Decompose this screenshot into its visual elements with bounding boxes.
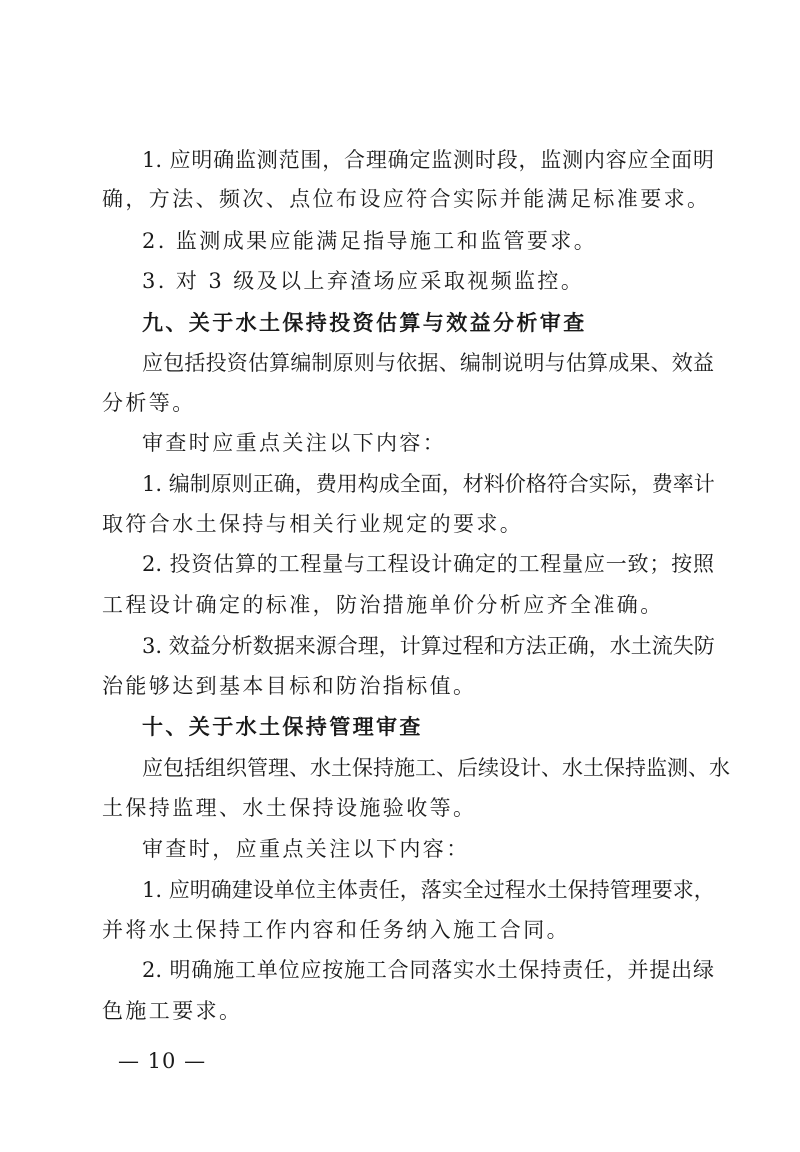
paragraph-line: 3. 效益分析数据来源合理，计算过程和方法正确，水土流失防 [142, 634, 715, 658]
paragraph-line: 3. 对 3 级及以上弃渣场应采取视频监控。 [142, 269, 585, 293]
paragraph-line: 土保持监理、水土保持设施验收等。 [102, 796, 477, 820]
section-heading: 九、关于水土保持投资估算与效益分析审查 [142, 311, 587, 335]
paragraph-line: 审查时，应重点关注以下内容： [142, 837, 470, 861]
paragraph-line: 1. 应明确监测范围，合理确定监测时段，监测内容应全面明 [142, 148, 714, 172]
paragraph-line: 2. 明确施工单位应按施工合同落实水土保持责任，并提出绿 [142, 958, 714, 982]
paragraph-line: 审查时应重点关注以下内容： [142, 431, 447, 455]
paragraph-line: 1. 应明确建设单位主体责任，落实全过程水土保持管理要求， [142, 878, 715, 902]
page-number: — 10 — [118, 1049, 207, 1073]
paragraph-line: 应包括投资估算编制原则与依据、编制说明与估算成果、效益 [142, 351, 714, 375]
paragraph-line: 2. 投资估算的工程量与工程设计确定的工程量应一致；按照 [142, 552, 714, 576]
section-heading: 十、关于水土保持管理审查 [142, 715, 423, 739]
paragraph-line: 应包括组织管理、水土保持施工、后续设计、水土保持监测、水 [142, 756, 730, 780]
paragraph-line: 取符合水土保持与相关行业规定的要求。 [102, 512, 524, 536]
paragraph-line: 治能够达到基本目标和防治指标值。 [102, 674, 477, 698]
paragraph-line: 并将水土保持工作内容和任务纳入施工合同。 [102, 918, 570, 942]
paragraph-line: 分析等。 [102, 391, 196, 415]
paragraph-line: 色施工要求。 [102, 999, 243, 1023]
paragraph-line: 工程设计确定的标准，防治措施单价分析应齐全准确。 [102, 593, 664, 617]
paragraph-line: 2. 监测成果应能满足指导施工和监管要求。 [142, 229, 598, 253]
paragraph-line: 1. 编制原则正确，费用构成全面，材料价格符合实际，费率计 [142, 472, 715, 496]
paragraph-line: 确，方法、频次、点位布设应符合实际并能满足标准要求。 [102, 187, 711, 211]
